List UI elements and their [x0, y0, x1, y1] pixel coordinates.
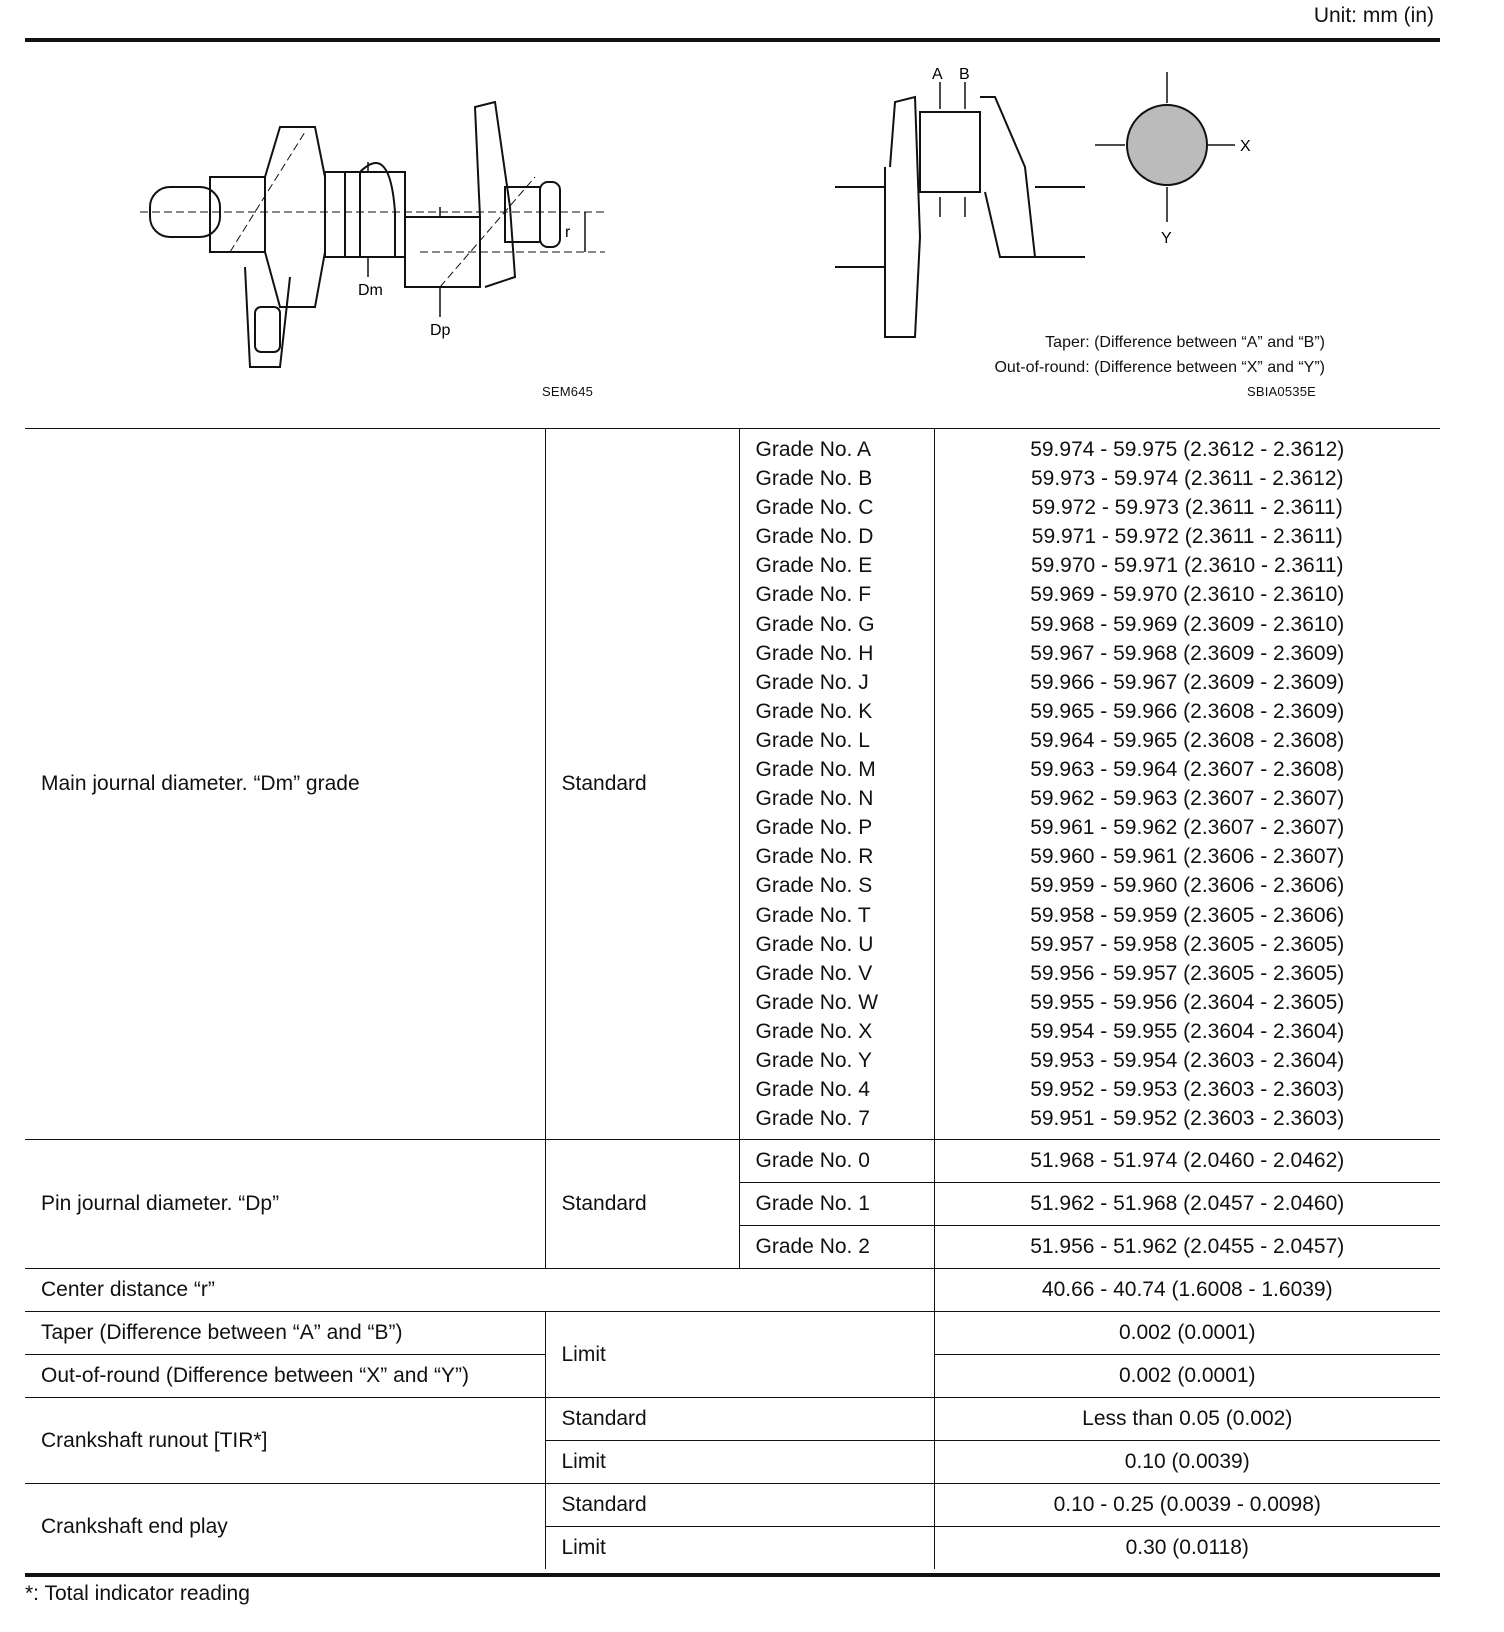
main-value: 59.971 - 59.972 (2.3611 - 2.3611) [1031, 525, 1343, 549]
main-grade: Grade No. N [755, 787, 874, 811]
main-value: 59.969 - 59.970 (2.3610 - 2.3610) [1030, 583, 1345, 607]
out-of-round-value: 0.002 (0.0001) [934, 1355, 1440, 1398]
figure-area [25, 42, 1440, 429]
main-grade: Grade No. B [755, 467, 873, 491]
main-grade: Grade No. D [755, 525, 874, 549]
main-grade: Grade No. U [755, 932, 874, 956]
end-play-row [25, 1484, 1440, 1527]
main-grade: Grade No. H [755, 641, 874, 665]
main-value: 59.963 - 59.964 (2.3607 - 2.3608) [1030, 758, 1345, 782]
caption-taper: Taper: (Difference between “A” and “B”) [1045, 334, 1325, 351]
main-grade: Grade No. E [755, 554, 873, 578]
caption-out-of-round: Out-of-round: (Difference between “X” and “Y”) [994, 359, 1325, 376]
runout-standard-value: Less than 0.05 (0.002) [934, 1398, 1440, 1441]
dm-label: Dm [358, 282, 383, 299]
main-journal-item: Main journal diameter. “Dm” grade [25, 429, 545, 1140]
taper-row [25, 1312, 1440, 1355]
main-value: 59.972 - 59.973 (2.3611 - 2.3611) [1031, 496, 1343, 520]
main-grade: Grade No. J [755, 670, 869, 694]
main-value: 59.957 - 59.958 (2.3605 - 2.3605) [1030, 932, 1345, 956]
end-play-standard-label: Standard [545, 1484, 934, 1527]
main-grade: Grade No. X [755, 1019, 873, 1043]
main-journal-values [934, 429, 1440, 1140]
main-grade: Grade No. F [755, 583, 872, 607]
main-value: 59.968 - 59.969 (2.3609 - 2.3610) [1030, 612, 1345, 636]
y-label: Y [1161, 230, 1172, 247]
main-value: 59.958 - 59.959 (2.3605 - 2.3606) [1030, 903, 1345, 927]
main-value: 59.955 - 59.956 (2.3604 - 2.3605) [1030, 990, 1345, 1014]
center-distance-item: Center distance “r” [25, 1269, 934, 1312]
main-value: 59.964 - 59.965 (2.3608 - 2.3608) [1030, 728, 1345, 752]
main-value: 59.970 - 59.971 (2.3610 - 2.3611) [1030, 554, 1344, 578]
main-grade: Grade No. P [755, 816, 873, 840]
main-grade: Grade No. Y [755, 1048, 872, 1072]
main-grade: Grade No. G [755, 612, 875, 636]
runout-limit-label: Limit [545, 1441, 934, 1484]
figure-caption [994, 330, 1325, 380]
pin-journal-item: Pin journal diameter. “Dp” [25, 1140, 545, 1269]
end-play-standard-value: 0.10 - 0.25 (0.0039 - 0.0098) [934, 1484, 1440, 1527]
bottom-rule [25, 1573, 1440, 1577]
main-grade: Grade No. K [755, 699, 873, 723]
main-journal-condition: Standard [545, 429, 739, 1140]
pin-journal-row [25, 1140, 1440, 1183]
journal-measure-diagram [835, 57, 1315, 357]
center-distance-row [25, 1269, 1440, 1312]
main-value: 59.974 - 59.975 (2.3612 - 2.3612) [1030, 438, 1345, 461]
main-grade: Grade No. T [755, 903, 871, 927]
x-label: X [1240, 138, 1251, 155]
center-distance-value: 40.66 - 40.74 (1.6008 - 1.6039) [934, 1269, 1440, 1312]
pin-value: 51.968 - 51.974 (2.0460 - 2.0462) [934, 1140, 1440, 1183]
runout-limit-value: 0.10 (0.0039) [934, 1441, 1440, 1484]
taper-oor-limit-label: Limit [545, 1312, 934, 1398]
main-grade: Grade No. 4 [755, 1078, 870, 1102]
main-grade: Grade No. S [755, 874, 873, 898]
main-value: 59.953 - 59.954 (2.3603 - 2.3604) [1030, 1048, 1345, 1072]
pin-value: 51.956 - 51.962 (2.0455 - 2.0457) [934, 1226, 1440, 1269]
dp-label: Dp [430, 322, 451, 339]
main-value: 59.951 - 59.952 (2.3603 - 2.3603) [1030, 1107, 1345, 1131]
pin-grade: Grade No. 1 [739, 1183, 934, 1226]
footnote: *: Total indicator reading [25, 1582, 250, 1605]
main-value: 59.973 - 59.974 (2.3611 - 2.3612) [1030, 467, 1344, 491]
unit-label: Unit: mm (in) [1313, 4, 1434, 27]
main-value: 59.952 - 59.953 (2.3603 - 2.3603) [1030, 1078, 1345, 1102]
main-grade: Grade No. L [755, 728, 870, 752]
main-journal-grades [739, 429, 934, 1140]
main-grade: Grade No. R [755, 845, 874, 869]
main-journal-row [25, 429, 1440, 1140]
runout-item: Crankshaft runout [TIR*] [25, 1398, 545, 1484]
main-value: 59.966 - 59.967 (2.3609 - 2.3609) [1030, 670, 1345, 694]
main-value: 59.960 - 59.961 (2.3606 - 2.3607) [1030, 845, 1345, 869]
spec-table [25, 428, 1440, 1569]
end-play-limit-value: 0.30 (0.0118) [934, 1527, 1440, 1570]
pin-value: 51.962 - 51.968 (2.0457 - 2.0460) [934, 1183, 1440, 1226]
a-label: A [932, 66, 943, 83]
main-value: 59.967 - 59.968 (2.3609 - 2.3609) [1030, 641, 1345, 665]
main-grade: Grade No. 7 [755, 1107, 870, 1131]
pin-grade: Grade No. 0 [739, 1140, 934, 1183]
main-value: 59.954 - 59.955 (2.3604 - 2.3604) [1030, 1019, 1345, 1043]
taper-item: Taper (Difference between “A” and “B”) [25, 1312, 545, 1355]
main-value: 59.956 - 59.957 (2.3605 - 2.3605) [1030, 961, 1345, 985]
main-grade: Grade No. V [755, 961, 873, 985]
end-play-limit-label: Limit [545, 1527, 934, 1570]
taper-value: 0.002 (0.0001) [934, 1312, 1440, 1355]
main-grade: Grade No. W [755, 990, 879, 1014]
main-value: 59.962 - 59.963 (2.3607 - 2.3607) [1030, 787, 1345, 811]
main-value: 59.961 - 59.962 (2.3607 - 2.3607) [1030, 816, 1345, 840]
main-grade: Grade No. C [755, 496, 874, 520]
main-value: 59.965 - 59.966 (2.3608 - 2.3609) [1030, 699, 1345, 723]
out-of-round-item: Out-of-round (Difference between “X” and “Y”) [25, 1355, 545, 1398]
main-grade: Grade No. A [755, 438, 872, 461]
end-play-item: Crankshaft end play [25, 1484, 545, 1570]
main-value: 59.959 - 59.960 (2.3606 - 2.3606) [1030, 874, 1345, 898]
r-label: r [565, 224, 571, 241]
figure-code-left: SEM645 [542, 384, 594, 399]
crankshaft-diagram [140, 97, 640, 397]
pin-journal-condition: Standard [545, 1140, 739, 1269]
main-grade: Grade No. M [755, 758, 876, 782]
runout-standard-label: Standard [545, 1398, 934, 1441]
runout-row [25, 1398, 1440, 1441]
pin-grade: Grade No. 2 [739, 1226, 934, 1269]
figure-code-right: SBIA0535E [1247, 384, 1317, 399]
b-label: B [959, 66, 970, 83]
